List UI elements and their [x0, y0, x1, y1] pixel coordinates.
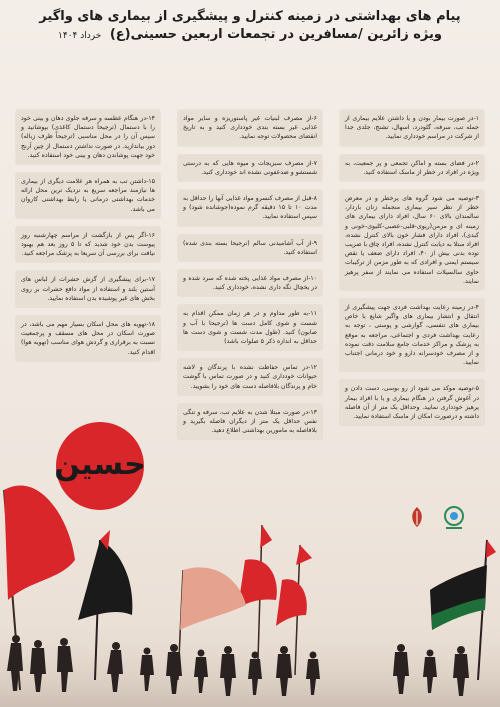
- message-card: ۱۸-تهویه های محل اسکان بسیار مهم می باشد، در صورت اسکان در محل های مسقف و پرجمعیت نسبت به برقراری و گردش هوای مناسب (تهویه هوا) اقدام کنید.: [16, 316, 160, 361]
- column-left: [16, 110, 160, 370]
- message-card: ۱-در صورت بیمار بودن و یا داشتن علایم بیماری از جمله تب، سرفه، گلودرد، اسهال، تشنج، جلدی جدا از شرکت در مراسم خودداری نمایید.: [340, 110, 484, 146]
- message-card: ۲-در فضای بسته و اماکن تجمعی و پر جمعیت، به ویژه در افراد در خطر از ماسک استفاده کنید.: [340, 155, 484, 181]
- health-center-logo-icon: [443, 505, 465, 533]
- title-line-2: [18, 26, 482, 45]
- message-card: ۱۴-در هنگام عطسه و سرفه جلوی دهان و بینی خود را با دستمال (ترجیحاً دستمال کاغذی) بپوشانید و سپس آن را در محل مناسبی (ترجیحاً ظرف زباله) دور بیاندازید. در صورت نداشتن دستمال از چین آرنج خود جهت پوشاندن دهان و بینی خود استفاده کنید.: [16, 110, 160, 164]
- ministry-emblem-icon: [407, 505, 427, 529]
- title-line-1: پیام های بهداشتی در زمینه کنترل و پیشگیری از بیماری های واگیر: [39, 9, 461, 24]
- logos: [405, 503, 485, 535]
- issue-date: خرداد ۱۴۰۴: [58, 31, 102, 41]
- calligraphy-text: حسين: [54, 447, 146, 482]
- column-right: [340, 110, 484, 434]
- message-card: ۱۲-در تماس حفاظت نشده با پرندگان و لاشه حیوانات خودداری کنید و در صورت تماس با گوشت خام و پرندگان بلافاصله دست های خود را بشویید.: [178, 359, 322, 395]
- message-card: ۱۱-به طور مداوم و در هر زمان ممکن اقدام به شست و شوی کامل دست ها (ترجیحا با آب و صابون) کنید. (طول مدت شست و شوی دست ها حداقل به اندازه ذکر ۵ صلوات باشد): [178, 305, 322, 350]
- message-card: ۵-توصیه موکد می شود از رو بوسی، دست دادن و در آغوش گرفتن در هنگام بیماری و یا با افراد بیمار پرهیز خودداری نمایید. وحداقل یک متر از آن فاصله داشته و درصورت امکان از ماسک استفاده نمایید.: [340, 380, 484, 425]
- message-card: ۱۰-از مصرف مواد غذایی پخته شده که سرد شده و در یخچال نگه داری نشده، خودداری کنید.: [178, 270, 322, 296]
- message-card: ۹-از آب آشامیدنی سالم (ترجیحا بسته بندی شده) استفاده کنید.: [178, 235, 322, 261]
- message-card: ۱۳-در صورت مبتلا شدن به علایم تب، سرفه و تنگی نفس حداقل یک متر از دیگران فاصله بگیرید و بلافاصله به مامورین بهداشتی اطلاع دهید.: [178, 404, 322, 440]
- poster-title: [18, 8, 482, 45]
- message-card: ۸-قبل از مصرف کنسرو مواد غذایی آنها را حداقل به مدت ۱۰ تا ۱۵ دقیقه گرم نموده(جوشانده شود) و سپس استفاده نمایید.: [178, 190, 322, 226]
- message-card: ۳-توصیه می شود گروه های پرخطر و در معرض خطر از نظر سیر بیماری منجمله زنان باردار، سالمندان بالای ۶۰ سال، افراد دارای بیماری های زمینه ای و مزمن(ریوی-قلبی-عصبی-کلیوی-خونی و کبدی)، افراد دارای فشار خون بالای کنترل نشده، افراد مبتلا به دیابت کنترل نشده، افراد چاق با ضریب توده بدنی بیش از ۴۰، افراد دارای ضعف یا نقص سیستم ایمنی و افرادی که به طور مزمن از ترکیبات حاوی سالسیلات استفاده می نمایند از سفر پرهیز نمایند.: [340, 190, 484, 290]
- message-card: ۱۶-اگر پس از بازگشت از مراسم چهارشنبه روز پیوست بدن خود شدید که تا ۵ روز بعد هم بهبود نیافت برای بررسی آن سریعا به پزشک مراجعه کنید.: [16, 227, 160, 263]
- message-card: ۶-از مصرف لبنیات غیر پاستوریزه و سایر مواد غذایی غیر بسته بندی خودداری کنید و به تاریخ انقضای محصولات توجه نمایید.: [178, 110, 322, 146]
- column-middle: [178, 110, 322, 448]
- hussain-calligraphy: [52, 418, 148, 514]
- message-card: ۷-از مصرف سبزیجات و میوه هایی که به درستی شستشو و ضدعفونی نشده اند خودداری کنید.: [178, 155, 322, 181]
- message-card: ۱۵-داشتن تب به همراه هر علامت دیگری از بیماری ها نیازمند مراجعه سریع به نزدیک ترین محل ارائه خدمات بهداشتی درمانی یا رابط بهداشتی کاروان می باشد.: [16, 173, 160, 218]
- message-card: ۴-در زمینه رعایت بهداشت فردی جهت پیشگیری از انتقال و انتشار بیماری های واگیر شایع یا خاص بیماری های تنفسی، گوارشی و پوستی ، توجه به رعایت بهداشت فردی و اجتماعی، مراجعه به موقع به پزشک و مراکز خدمات جامع سلامت دقت نموده و از مصرف خودسرانه دارو و خود درمانی اجتناب نمایید.: [340, 299, 484, 371]
- message-card: ۱۷-برای پیشگیری از گزش حشرات از لباس های آستین بلند و استفاده از مواد دافع حشرات بر روی بخش های غیر پوشیده بدن استفاده نمایید.: [16, 271, 160, 307]
- title-line-2-text: ویژه زائرین /مسافرین در تجمعات اربعین حسینی(ع): [109, 27, 442, 42]
